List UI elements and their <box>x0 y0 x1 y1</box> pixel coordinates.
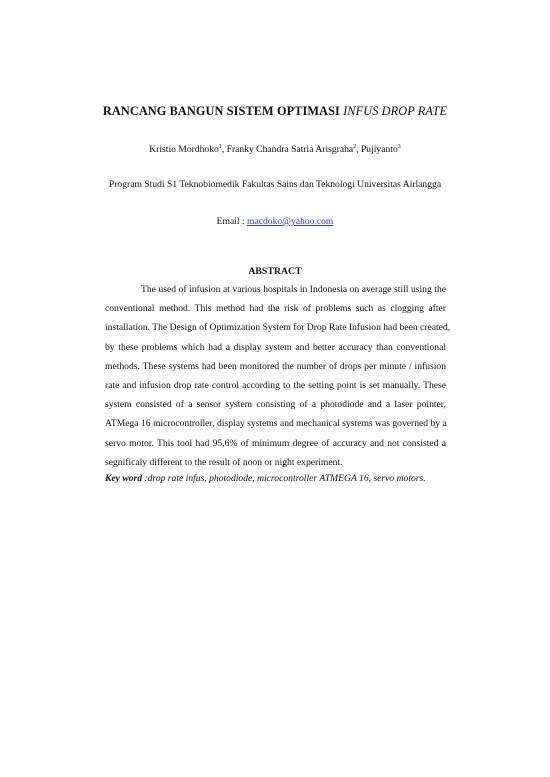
abstract-line: system consisted of a sensor system consisting of a photodiode and a laser pointer, <box>105 399 446 411</box>
email-line <box>0 216 550 227</box>
affiliation: Program Studi S1 Teknobiomedik Fakultas Sains dan Teknologi Universitas Airlangga <box>108 179 442 190</box>
paper-title <box>0 104 550 119</box>
abstract-line: ATMega 16 microcontroller, display systems and mechanical systems was governed by a <box>105 418 447 430</box>
abstract-body <box>105 280 451 472</box>
title-main: RANCANG BANGUN SISTEM OPTIMASI <box>102 104 340 118</box>
email-label: Email : <box>216 216 247 227</box>
author-name: Pujiyanto <box>360 144 398 155</box>
abstract-line: methods. These systems had been monitored the number of drops per minute / infusion <box>105 360 446 372</box>
abstract-line: rate and infusion drop rate control according to the setting point is set manually. These <box>105 379 446 391</box>
abstract-line: by these problems which had a display system and better accuracy than conventional <box>105 341 446 353</box>
abstract-line: segnificaly different to the result of noon or night experiment. <box>105 456 343 468</box>
abstract-line: The used of infusion at various hospitals in Indonesia on average still using the <box>141 284 446 295</box>
keywords-line <box>105 473 465 484</box>
title-italic: INFUS DROP RATE <box>343 104 448 118</box>
author-list <box>0 144 550 155</box>
author-name: Franky Chandra Satria Arisgraha <box>226 144 354 155</box>
author-affiliation-mark: 3 <box>397 144 401 150</box>
author-separator: , <box>221 144 227 155</box>
author-affiliation-mark: 1 <box>218 144 222 150</box>
abstract-heading: ABSTRACT <box>248 266 302 277</box>
author-affiliation-mark: 2 <box>353 144 357 150</box>
keywords-text: :drop rate infus, photodiode, microcontroller ATMEGA 16, servo motors. <box>142 473 426 484</box>
keywords-label: Key word <box>105 473 143 484</box>
email-link[interactable]: macdoko@yahoo.com <box>247 216 334 227</box>
author-name: Kristio Mordhoko <box>149 144 219 155</box>
author-separator: , <box>356 144 361 155</box>
abstract-line: servo motor. This tool had 95,6% of minimum degree of accuracy and not consisted a <box>105 437 446 449</box>
abstract-line: installation. The Design of Optimization System for Drop Rate Infusion had been created, <box>105 322 451 334</box>
abstract-line: conventional method. This method had the risk of problems such as clogging after <box>105 303 446 315</box>
